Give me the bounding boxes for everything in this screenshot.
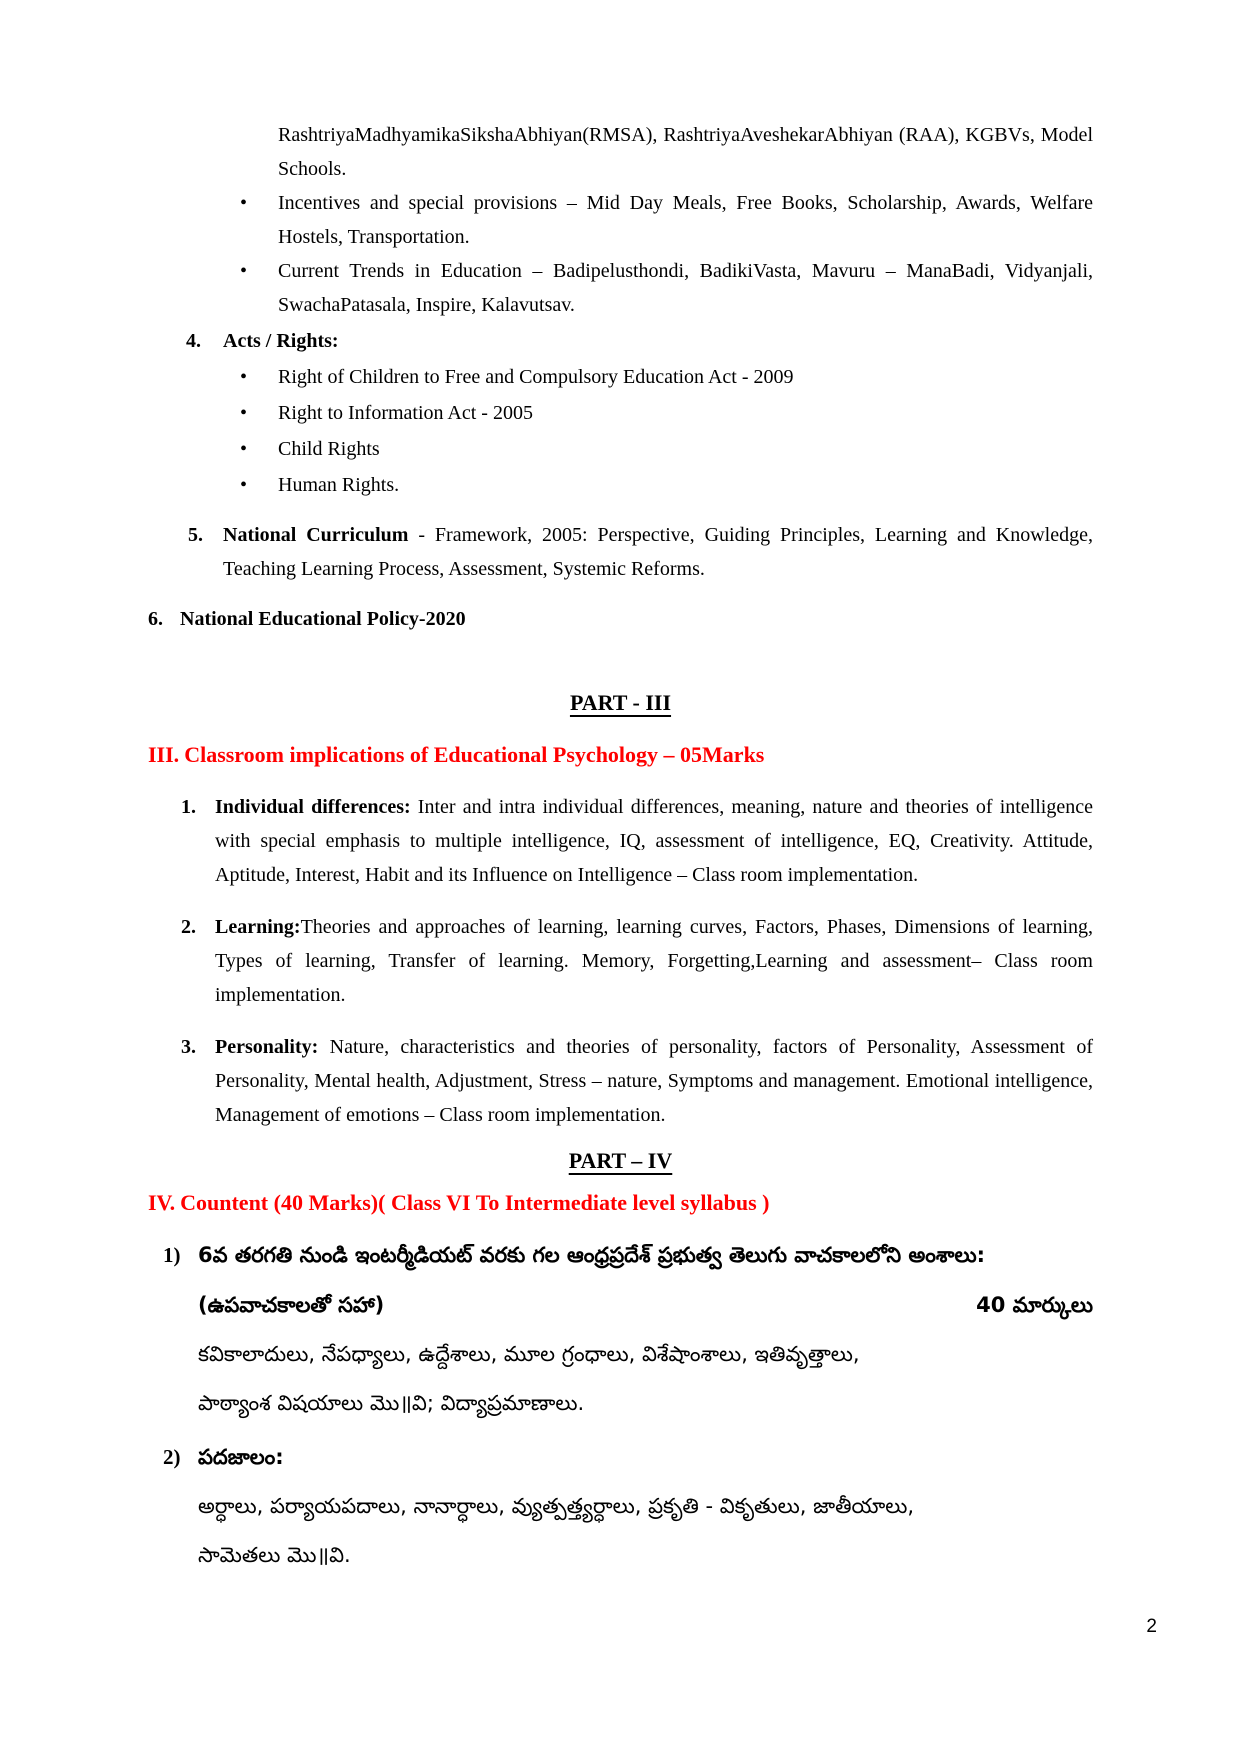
bullet-icon: •	[240, 260, 248, 282]
item-body-text: Inter and intra individual differences, meaning, nature and theories of intelligence with special emphasis to multiple intelligence, IQ, assessment of intelligence, EQ, Creativity. Attitude, Aptitude, Interest, Habit and its Influence on Intelligence – Class room implementation.	[215, 796, 1093, 886]
item-body-text: Theories and approaches of learning, learning curves, Factors, Phases, Dimensions of learning, Types of learning, Transfer of learning. Memory, Forgetting,Learning and assessment– Class room implementation.	[215, 916, 1093, 1006]
telugu-body-line: కవికాలాదులు, నేపధ్యాలు, ఉద్దేశాలు, మూల గ్రంధాలు, విశేషాంశాలు, ఇతివృత్తాలు,	[198, 1342, 860, 1366]
item-title: 6వ తరగతి నుండి ఇంటర్మీడియట్ వరకు గల ఆంధ్రప్రదేశ్ ప్రభుత్వ తెలుగు వాచకాలలోని అంశాలు:	[198, 1243, 985, 1267]
bullet-item	[148, 432, 1093, 466]
part-4-heading-text: PART – IV	[568, 1148, 673, 1173]
part-3-subheading	[148, 738, 1093, 772]
item-subtitle: (ఉపవాచకాలతో సహా)	[198, 1293, 385, 1317]
item-number: 1)	[163, 1243, 181, 1267]
bullet-text: Right of Children to Free and Compulsory Education Act - 2009	[278, 366, 794, 388]
telugu-body-line: సామెతలు మొ॥వి.	[198, 1543, 351, 1567]
bullet-item	[148, 186, 1093, 254]
bullet-item	[148, 360, 1093, 394]
part-3-subheading-text: Classroom implications of Educational Psychology – 05Marks	[184, 742, 765, 767]
part-4-heading	[148, 1144, 1093, 1178]
marks-value: 40 మార్కులు	[976, 1293, 1093, 1317]
bullet-icon: •	[240, 474, 248, 496]
section-national-curriculum	[148, 518, 1093, 586]
item-title: Personality:	[215, 1036, 319, 1058]
section-text	[223, 518, 1093, 586]
acts-rights-list	[148, 360, 1093, 502]
telugu-body-line: అర్ధాలు, పర్యాయపదాలు, నానార్ధాలు, వ్యుత్పత్త్యర్ధాలు, ప్రకృతి - వికృతులు, జాతీయాలు,	[198, 1494, 915, 1518]
bullet-text: Child Rights	[278, 438, 380, 460]
section-number: 6.	[148, 608, 163, 630]
section-title: National Curriculum	[223, 524, 409, 546]
item-title: Learning:	[215, 916, 301, 938]
part-4-subheading-number: IV.	[148, 1190, 176, 1215]
page-number: 2	[1146, 1616, 1157, 1637]
section-acts-rights-heading	[148, 324, 1093, 358]
psychology-item	[148, 910, 1093, 1012]
bullet-icon: •	[240, 192, 248, 214]
item-number: 2)	[163, 1445, 181, 1469]
bullet-icon: •	[240, 402, 248, 424]
section-title: Acts / Rights:	[223, 330, 339, 352]
section-title: National Educational Policy-2020	[180, 608, 466, 630]
part-4-subheading	[148, 1186, 1093, 1220]
item-number: 2.	[181, 916, 196, 938]
psychology-item	[148, 1030, 1093, 1132]
part-3-subheading-number: III.	[148, 742, 180, 767]
item-title: Individual differences:	[215, 796, 411, 818]
item-body-text: Nature, characteristics and theories of personality, factors of Personality, Assessment of Personality, Mental health, Adjustment, Stress – nature, Symptoms and management. Emotional intelligence, Management of emotions – Class room implementation.	[215, 1036, 1093, 1126]
section-nep-2020	[148, 602, 1093, 636]
bullet-continuation-text: RashtriyaMadhyamikaSikshaAbhiyan(RMSA), RashtriyaAveshekarAbhiyan (RAA), KGBVs, Model Schools.	[278, 124, 1093, 180]
bullet-item	[148, 468, 1093, 502]
part-4-subheading-text: Countent (40 Marks)( Class VI To Intermediate level syllabus )	[180, 1190, 770, 1215]
part-3-heading	[148, 686, 1093, 720]
psychology-item	[148, 790, 1093, 892]
bullet-text: Incentives and special provisions – Mid Day Meals, Free Books, Scholarship, Awards, Welfare Hostels, Transportation.	[278, 192, 1093, 248]
telugu-item-2-heading	[148, 1438, 1093, 1476]
telugu-body-line: పాఠ్యాంశ విషయాలు మొ॥వి; విద్యాప్రమాణాలు.	[198, 1391, 585, 1415]
bullet-text: Current Trends in Education – Badipelusthondi, BadikiVasta, Mavuru – ManaBadi, Vidyanjali, SwachaPatasala, Inspire, Kalavutsav.	[278, 260, 1093, 316]
item-text	[215, 1030, 1093, 1132]
section-number: 5.	[188, 524, 203, 546]
bullet-icon: •	[240, 438, 248, 460]
bullet-text: Human Rights.	[278, 474, 400, 496]
item-text	[215, 910, 1093, 1012]
telugu-item-1-marks-row	[148, 1286, 1093, 1324]
part-3-heading-text: PART - III	[569, 690, 672, 715]
item-number: 1.	[181, 796, 196, 818]
item-title: పదజాలం:	[198, 1445, 284, 1469]
section-number: 4.	[186, 330, 201, 352]
bullet-item	[148, 254, 1093, 322]
item-number: 3.	[181, 1036, 196, 1058]
bullet-item	[148, 396, 1093, 430]
telugu-item-1-heading	[148, 1236, 1093, 1274]
bullet-icon: •	[240, 366, 248, 388]
section-body-text: - Framework, 2005: Perspective, Guiding Principles, Learning and Knowledge, Teaching Learning Process, Assessment, Systemic Reforms.	[223, 524, 1093, 580]
bullet-text: Right to Information Act - 2005	[278, 402, 533, 424]
item-text	[215, 790, 1093, 892]
